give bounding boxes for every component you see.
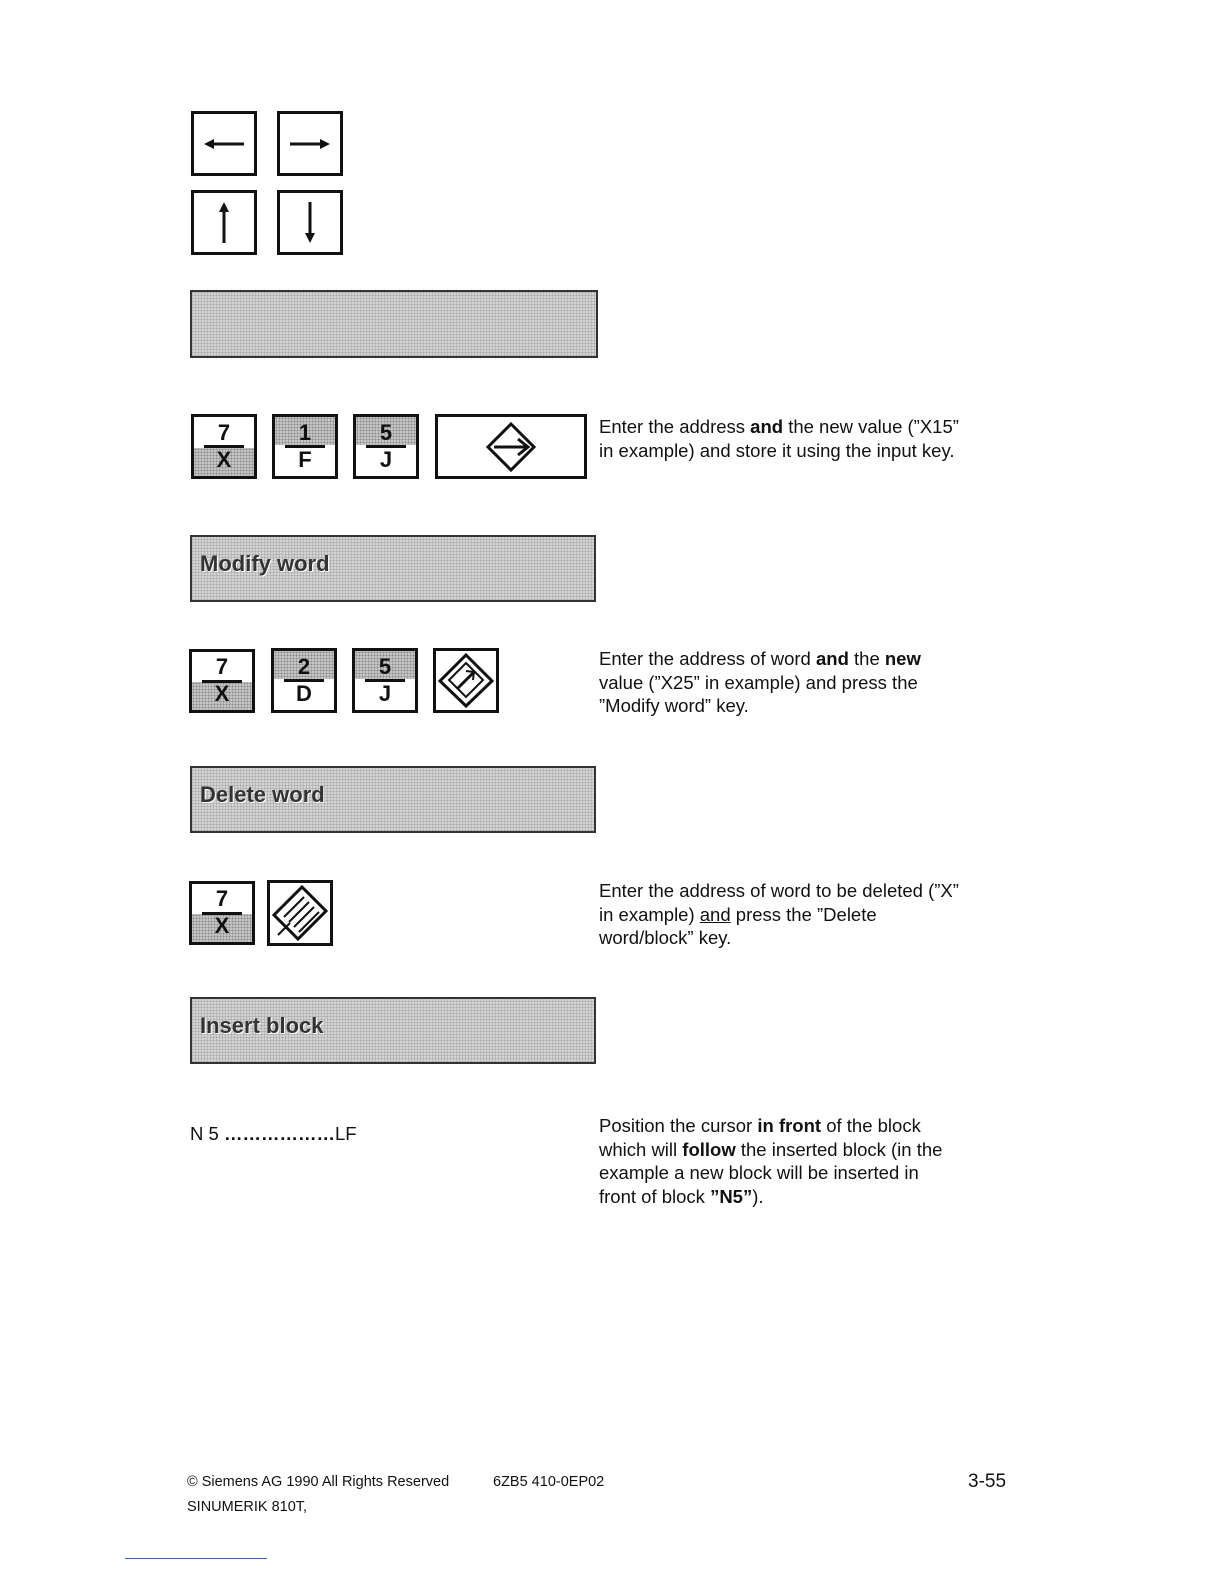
footer-copyright: © Siemens AG 1990 All Rights Reserved	[187, 1474, 450, 1490]
description-store: Enter the address and the new value (”X15” in example) and store it using the input key.	[599, 416, 959, 461]
key-top-label: 7	[217, 419, 231, 445]
arrow-right-key[interactable]	[277, 111, 343, 176]
description-modify: Enter the address of word and the new value (”X25” in example) and press the ”Modify word” key.	[599, 648, 921, 716]
softkey-bar-blank	[190, 290, 598, 358]
footer-order-number: 6ZB5 410-0EP02	[493, 1474, 605, 1490]
line-feed: LF	[334, 1123, 357, 1144]
description-delete: Enter the address of word to be deleted (”X” in example) and press the ”Delete word/block” key.	[599, 880, 959, 948]
modify-word-icon	[436, 651, 496, 710]
page-number: 3-55	[968, 1471, 1007, 1492]
input-key-icon	[438, 417, 584, 476]
arrow-down-key[interactable]	[277, 190, 343, 255]
key-bottom-label: F	[298, 446, 312, 472]
arrow-left-key[interactable]	[191, 111, 257, 176]
key-bottom-label: X	[214, 681, 230, 707]
arrow-up-icon	[194, 193, 254, 252]
description-insert: Position the cursor in front of the block which will follow the inserted block (in the example a new block will be inserted in front of block ”N5”).	[599, 1115, 943, 1207]
key-bottom-label: X	[216, 446, 232, 472]
footer-product: SINUMERIK 810T,	[187, 1499, 308, 1515]
key-2-d[interactable]	[271, 648, 337, 713]
key-7-x[interactable]	[191, 414, 257, 479]
softkey-label: Modify word	[200, 551, 330, 576]
key-top-label: 2	[297, 653, 311, 679]
key-top-label: 5	[378, 653, 392, 679]
key-top-label: 5	[379, 419, 393, 445]
key-5-j[interactable]	[353, 414, 419, 479]
key-top-label: 7	[215, 886, 229, 912]
softkey-insert-block[interactable]	[190, 997, 596, 1064]
modify-word-key[interactable]	[433, 648, 499, 713]
key-bottom-label: J	[379, 446, 393, 472]
arrow-down-icon	[280, 193, 340, 252]
key-bottom-label: D	[296, 680, 312, 706]
key-top-label: 1	[298, 419, 312, 445]
key-7-x[interactable]	[189, 649, 255, 713]
softkey-delete-word[interactable]	[190, 766, 596, 833]
key-top-label: 7	[215, 654, 229, 680]
arrow-left-icon	[194, 114, 254, 173]
input-key[interactable]	[435, 414, 587, 479]
bottom-rule	[125, 1558, 267, 1559]
key-bottom-label: X	[214, 913, 230, 939]
block-number: N 5	[190, 1123, 224, 1144]
arrow-up-key[interactable]	[191, 190, 257, 255]
key-7-x[interactable]	[189, 881, 255, 945]
example-block-line	[190, 1122, 357, 1145]
key-5-j[interactable]	[352, 648, 418, 713]
key-bottom-label: J	[378, 680, 392, 706]
softkey-label: Delete word	[200, 782, 325, 807]
arrow-right-icon	[280, 114, 340, 173]
delete-word-icon	[270, 883, 330, 943]
softkey-label: Insert block	[200, 1013, 324, 1038]
delete-word-key[interactable]	[267, 880, 333, 946]
softkey-modify-word[interactable]	[190, 535, 596, 602]
key-1-f[interactable]	[272, 414, 338, 479]
block-dots: ………………	[223, 1123, 335, 1144]
